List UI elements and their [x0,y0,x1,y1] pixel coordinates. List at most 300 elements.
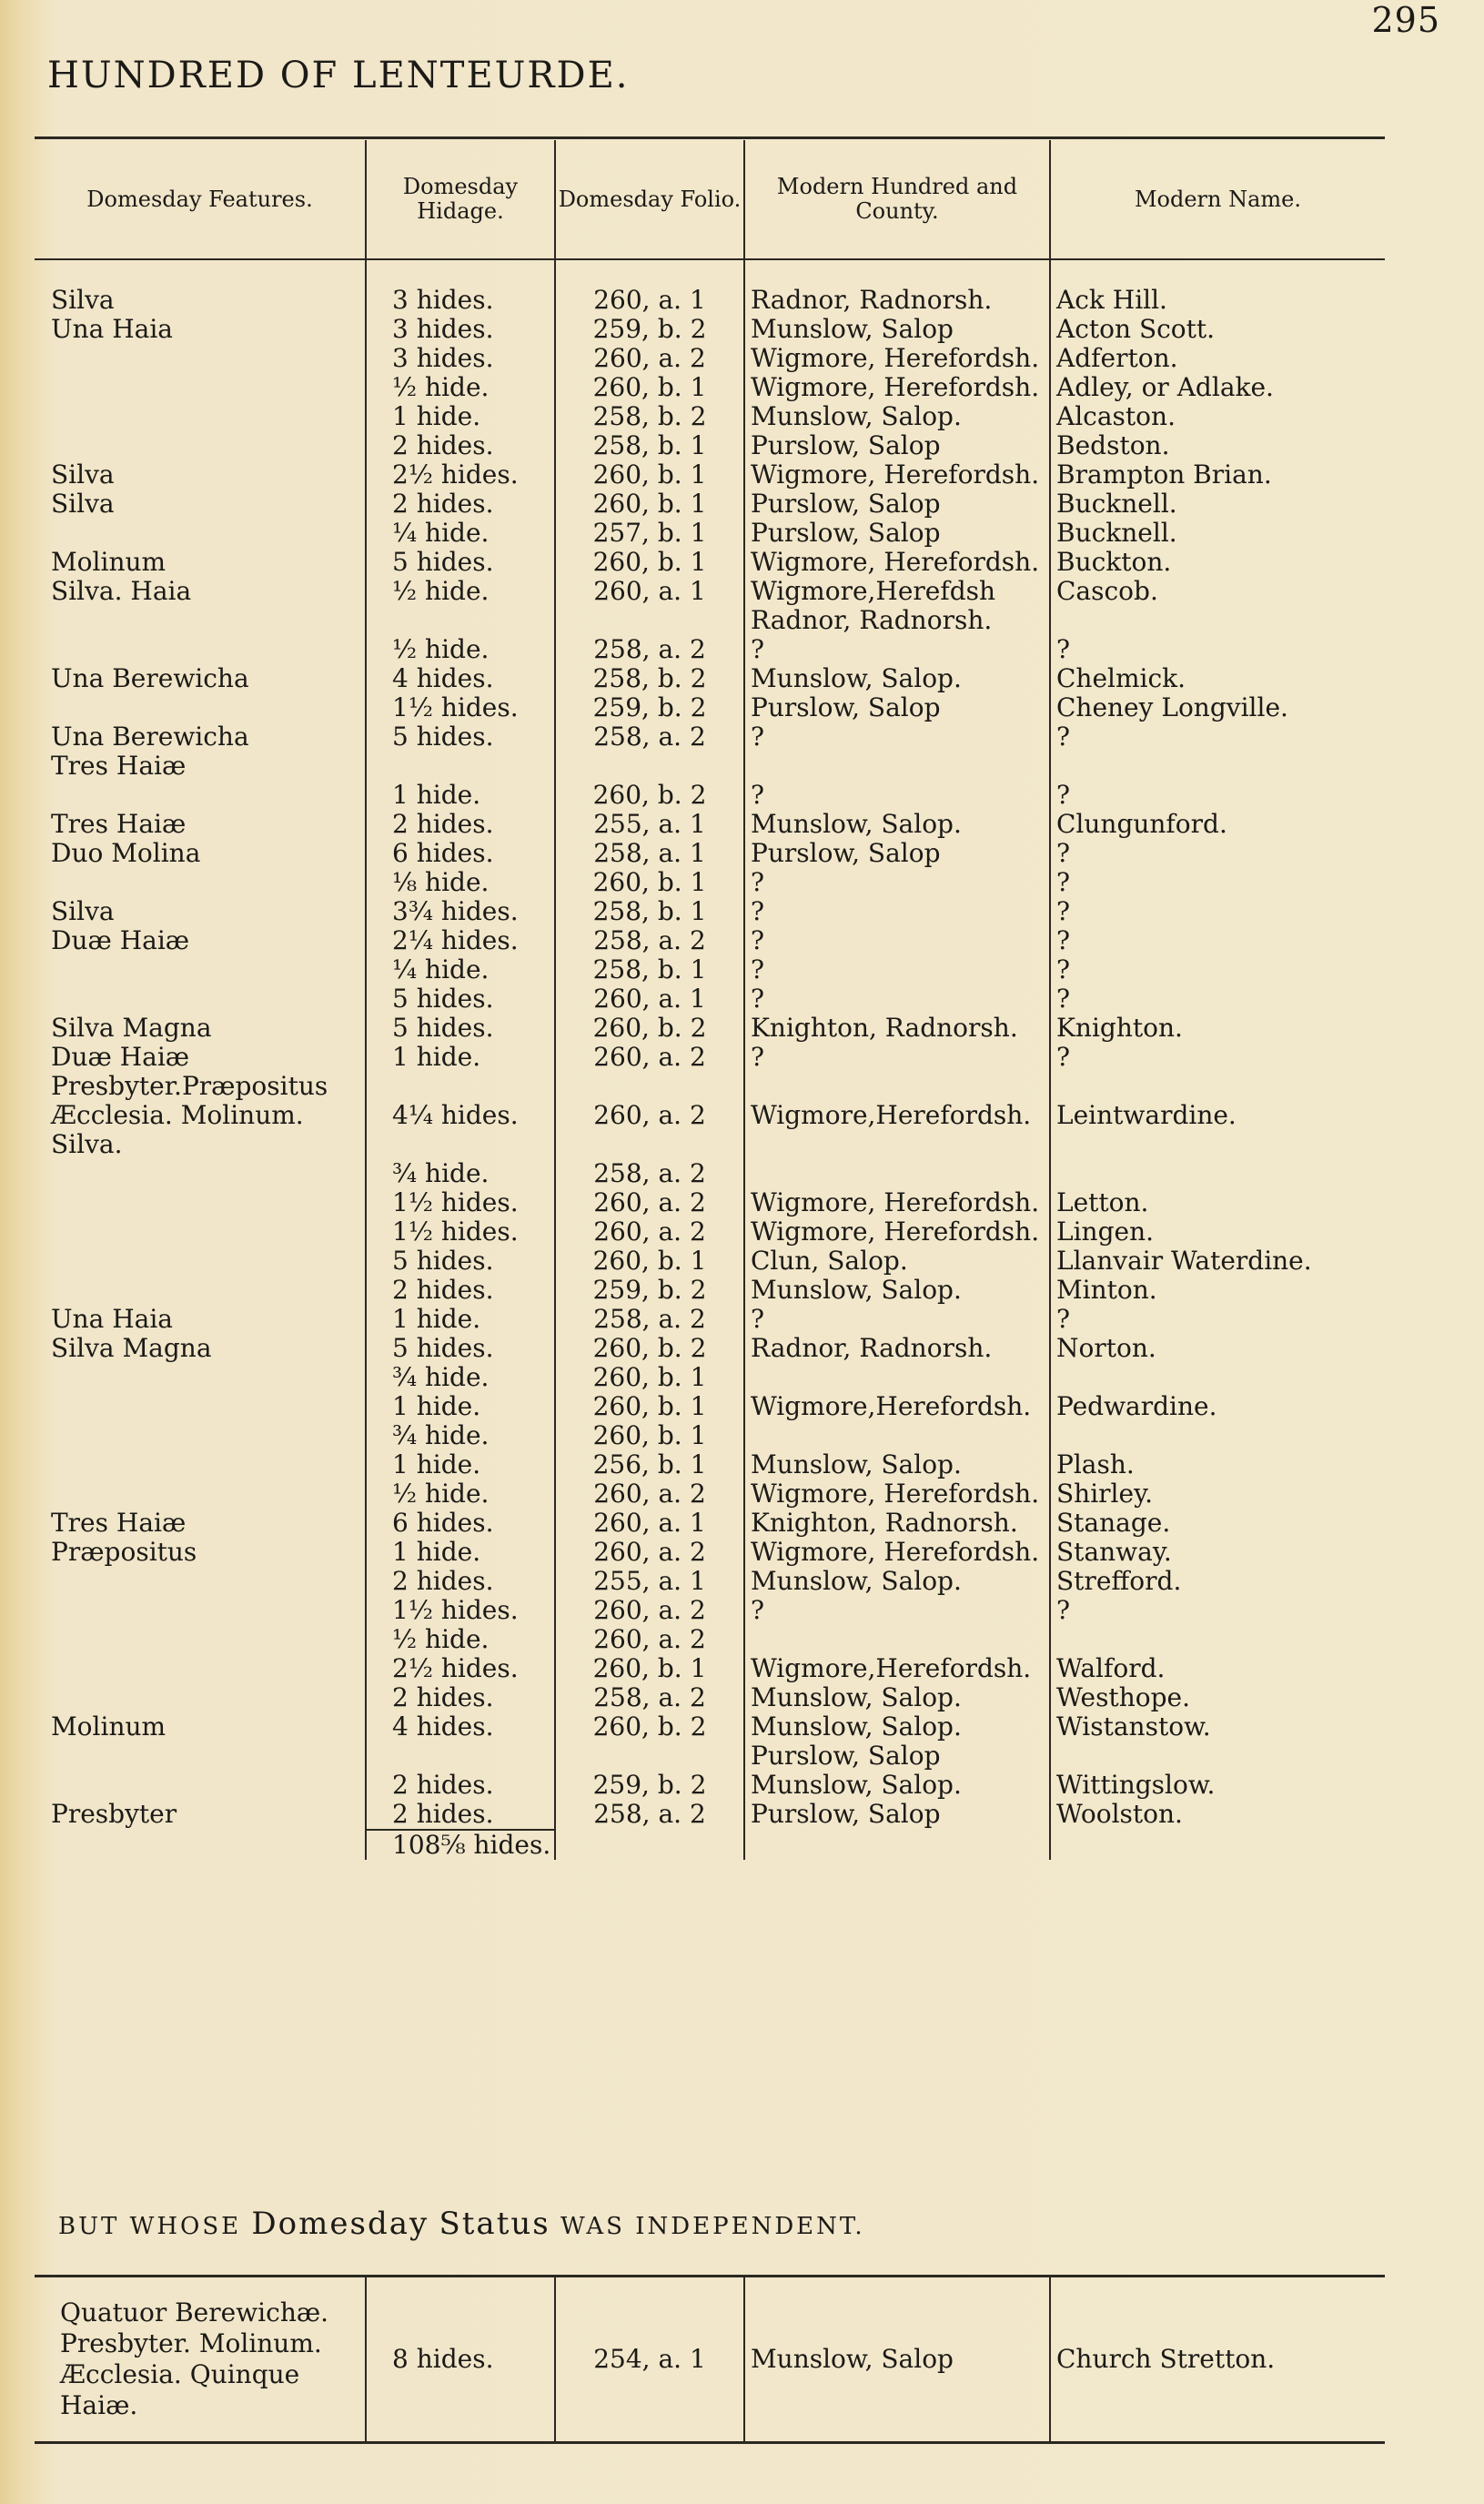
independent-table [35,2275,1385,2444]
table-row [35,1683,1385,1712]
hidage-cell [366,1072,555,1101]
hidage-cell: ¾ hide. [366,1363,555,1392]
hidage-cell: ½ hide. [366,577,555,606]
feature-cell [35,373,366,402]
modern-hundred-cell: Wigmore,Herefdsh [744,577,1050,606]
modern-hundred-cell: ? [744,897,1050,926]
modern-hundred-cell: Wigmore, Herefordsh. [744,1538,1050,1567]
modern-hundred-cell: Wigmore, Herefordsh. [744,1217,1050,1247]
feature-cell [35,1159,366,1188]
folio-cell [555,606,744,635]
hidage-cell: 3 hides. [366,344,555,373]
feature-cell [35,1742,366,1771]
hidage-cell: ¼ hide. [366,519,555,548]
independent-hidage: 8 hides. [366,2277,555,2441]
modern-name-cell: Stanway. [1050,1538,1385,1567]
table-row [35,1509,1385,1538]
hidage-cell [366,606,555,635]
folio-cell: 258, a. 2 [555,1800,744,1830]
modern-name-cell: Bucknell. [1050,490,1385,519]
table-row [35,1217,1385,1247]
folio-cell: 260, b. 2 [555,1712,744,1742]
modern-hundred-cell: Clun, Salop. [744,1247,1050,1276]
hidage-cell: 3¾ hides. [366,897,555,926]
table-body [35,259,1385,1830]
feature-cell [35,1567,366,1596]
modern-name-cell: ? [1050,955,1385,984]
table-row [35,1276,1385,1305]
hidage-cell: 2 hides. [366,1771,555,1800]
folio-cell: 259, b. 2 [555,693,744,722]
modern-name-cell: Adferton. [1050,344,1385,373]
hidage-cell: ½ hide. [366,1625,555,1654]
modern-name-cell: Letton. [1050,1188,1385,1217]
modern-hundred-cell: Munslow, Salop. [744,402,1050,431]
hidage-cell: ½ hide. [366,1479,555,1509]
hidage-cell: 4 hides. [366,1712,555,1742]
folio-cell: 258, b. 2 [555,402,744,431]
modern-hundred-cell: Wigmore, Herefordsh. [744,1188,1050,1217]
folio-cell: 259, b. 2 [555,1771,744,1800]
table-row [35,1712,1385,1742]
modern-hundred-cell: Purslow, Salop [744,1742,1050,1771]
hidage-cell: 6 hides. [366,1509,555,1538]
feature-cell: Silva. Haia [51,577,192,606]
modern-name-cell: ? [1050,984,1385,1014]
hidage-cell: 1½ hides. [366,1188,555,1217]
modern-name-cell: Alcaston. [1050,402,1385,431]
hidage-cell: 5 hides. [366,1334,555,1363]
feature-cell: Silva [51,286,115,315]
feature-line: Haiæ. [60,2390,138,2420]
modern-hundred-cell: Munslow, Salop. [744,1276,1050,1305]
modern-hundred-cell [744,752,1050,781]
section-heading-part: BUT WHOSE [58,2213,242,2240]
feature-line: Quatuor Berewichæ. [60,2297,329,2327]
folio-cell: 258, b. 1 [555,431,744,460]
modern-name-cell: Stanage. [1050,1509,1385,1538]
feature-cell [35,1625,366,1654]
modern-hundred-cell: Munslow, Salop. [744,1450,1050,1479]
table-row [35,402,1385,431]
modern-name-cell [1050,1159,1385,1188]
hidage-cell: 1 hide. [366,1450,555,1479]
modern-hundred-cell: Munslow, Salop. [744,1567,1050,1596]
hidage-cell: 2 hides. [366,431,555,460]
feature-cell [35,402,366,431]
table-row [35,1159,1385,1188]
modern-name-cell: ? [1050,722,1385,752]
table-row [35,373,1385,402]
modern-hundred-cell: Wigmore,Herefordsh. [744,1101,1050,1130]
table-row [35,1479,1385,1509]
modern-name-cell: Lingen. [1050,1217,1385,1247]
hidage-cell: 2 hides. [366,1683,555,1712]
feature-cell [35,868,366,897]
section-heading-part: Domesday [251,2206,429,2242]
folio-cell: 260, a. 1 [555,577,744,606]
table-row [35,315,1385,344]
hidage-cell: 4¼ hides. [366,1101,555,1130]
hidage-cell: 1 hide. [366,1538,555,1567]
folio-cell: 260, b. 2 [555,1334,744,1363]
hidage-cell: 5 hides. [366,1247,555,1276]
feature-cell [35,344,366,373]
total-hidage: 108⅝ hides. [366,1830,555,1860]
modern-hundred-cell: Wigmore, Herefordsh. [744,344,1050,373]
modern-hundred-cell: Purslow, Salop [744,490,1050,519]
hidage-cell: 4 hides. [366,664,555,693]
modern-hundred-cell [744,1421,1050,1450]
modern-name-cell [1050,1742,1385,1771]
modern-name-cell: Wistanstow. [1050,1712,1385,1742]
table-row [35,606,1385,635]
modern-name-cell: ? [1050,635,1385,664]
folio-cell: 260, b. 1 [555,1363,744,1392]
modern-name-cell: Clungunford. [1050,810,1385,839]
feature-cell [35,1363,366,1392]
section-heading-part: WAS INDEPENDENT. [560,2213,865,2240]
modern-name-cell: Woolston. [1050,1800,1385,1830]
hidage-cell: 1 hide. [366,781,555,810]
feature-cell [35,1188,366,1217]
col-header-features: Domesday Features. [35,140,366,259]
feature-cell: Duæ Haiæ [51,1043,190,1072]
hidage-cell: ¾ hide. [366,1159,555,1188]
table-row [35,1043,1385,1072]
folio-cell: 260, a. 2 [555,344,744,373]
modern-hundred-cell: Radnor, Radnorsh. [744,1334,1050,1363]
hidage-cell: 2½ hides. [366,1654,555,1683]
modern-hundred-cell: Munslow, Salop. [744,810,1050,839]
feature-cell: Duæ Haiæ [51,926,190,955]
modern-hundred-cell: Purslow, Salop [744,1800,1050,1830]
independent-folio: 254, a. 1 [555,2277,744,2441]
table-row [35,1014,1385,1043]
feature-cell [35,519,366,548]
feature-cell: Tres Haiæ [51,752,187,781]
modern-name-cell [1050,752,1385,781]
folio-cell [555,1130,744,1159]
table-row [35,984,1385,1014]
modern-hundred-cell: Purslow, Salop [744,693,1050,722]
modern-name-cell: Acton Scott. [1050,315,1385,344]
modern-hundred-cell [744,1159,1050,1188]
feature-cell [35,606,366,635]
folio-cell: 260, a. 2 [555,1188,744,1217]
modern-hundred-cell: Wigmore, Herefordsh. [744,548,1050,577]
folio-cell: 260, a. 2 [555,1101,744,1130]
table-row [35,490,1385,519]
feature-cell [35,1771,366,1800]
feature-cell: Silva [51,897,115,926]
table-row [35,286,1385,315]
hidage-cell: 1½ hides. [366,693,555,722]
hidage-cell [366,1130,555,1159]
modern-name-cell [1050,1363,1385,1392]
modern-name-cell: Chelmick. [1050,664,1385,693]
modern-hundred-cell: Wigmore, Herefordsh. [744,1479,1050,1509]
hidage-cell: 1½ hides. [366,1596,555,1625]
modern-hundred-cell: Knighton, Radnorsh. [744,1014,1050,1043]
modern-hundred-cell: ? [744,1596,1050,1625]
modern-name-cell: Bedston. [1050,431,1385,460]
table-row [35,1247,1385,1276]
folio-cell [555,752,744,781]
feature-line: Presbyter. Molinum. [60,2328,322,2358]
header-row [35,140,1385,259]
col-header-folio: Domesday Folio. [555,140,744,259]
modern-name-cell: Shirley. [1050,1479,1385,1509]
hidage-cell: 3 hides. [366,315,555,344]
folio-cell: 258, a. 1 [555,839,744,868]
feature-cell: Presbyter.Præpositus [51,1072,328,1101]
table-row [35,1800,1385,1830]
feature-cell: Una Berewicha [51,722,249,752]
folio-cell: 256, b. 1 [555,1450,744,1479]
hidage-cell: 2 hides. [366,1567,555,1596]
folio-cell [555,1742,744,1771]
modern-name-cell: ? [1050,781,1385,810]
feature-cell [35,1479,366,1509]
folio-cell: 260, a. 2 [555,1538,744,1567]
hidage-cell: 5 hides. [366,984,555,1014]
feature-cell: Silva Magna [51,1014,212,1043]
modern-hundred-cell [744,1130,1050,1159]
hidage-cell: 2¼ hides. [366,926,555,955]
table-row [35,781,1385,810]
modern-hundred-cell: ? [744,868,1050,897]
folio-cell: 260, b. 1 [555,490,744,519]
feature-cell [35,431,366,460]
feature-cell [35,984,366,1014]
modern-name-cell [1050,606,1385,635]
modern-name-cell: Llanvair Waterdine. [1050,1247,1385,1276]
modern-name-cell: Westhope. [1050,1683,1385,1712]
hidage-cell: 1½ hides. [366,1217,555,1247]
feature-cell: Silva. [51,1130,123,1159]
modern-name-cell: Leintwardine. [1050,1101,1385,1130]
modern-hundred-cell: ? [744,984,1050,1014]
folio-cell: 260, a. 2 [555,1217,744,1247]
modern-hundred-cell: ? [744,1305,1050,1334]
feature-cell: Molinum [51,1712,167,1742]
modern-name-cell: Walford. [1050,1654,1385,1683]
hidage-cell: 1 hide. [366,1043,555,1072]
modern-name-cell: Buckton. [1050,548,1385,577]
feature-cell [35,1654,366,1683]
feature-cell [35,1450,366,1479]
folio-cell: 257, b. 1 [555,519,744,548]
feature-cell [35,1596,366,1625]
hidage-cell: 2½ hides. [366,460,555,490]
hidage-cell: 2 hides. [366,1800,555,1830]
modern-hundred-cell: Wigmore,Herefordsh. [744,1392,1050,1421]
folio-cell: 260, b. 1 [555,1421,744,1450]
modern-hundred-cell: ? [744,781,1050,810]
modern-hundred-cell: ? [744,722,1050,752]
folio-cell: 260, b. 1 [555,1654,744,1683]
table-row [35,810,1385,839]
feature-cell [35,693,366,722]
folio-cell: 258, a. 2 [555,1159,744,1188]
modern-name-cell: Bucknell. [1050,519,1385,548]
table-row [35,722,1385,752]
modern-name-cell: Norton. [1050,1334,1385,1363]
table-row [35,868,1385,897]
folio-cell: 260, b. 1 [555,1392,744,1421]
hidage-cell: 2 hides. [366,1276,555,1305]
modern-hundred-cell: Knighton, Radnorsh. [744,1509,1050,1538]
table-row [35,839,1385,868]
top-rule [35,136,1385,139]
feature-cell: Tres Haiæ [51,1509,187,1538]
folio-cell: 258, a. 2 [555,1305,744,1334]
page-number: 295 [1371,0,1440,40]
section-heading-part: Status [439,2206,550,2242]
folio-cell: 259, b. 2 [555,315,744,344]
folio-cell: 260, a. 2 [555,1596,744,1625]
independent-feature [35,2277,366,2441]
folio-cell: 258, b. 2 [555,664,744,693]
table-row [35,1450,1385,1479]
hundred-table [35,140,1385,1860]
hidage-cell: 5 hides. [366,722,555,752]
folio-cell: 258, a. 2 [555,1683,744,1712]
total-row [35,1830,1385,1860]
hidage-cell [366,1742,555,1771]
hidage-cell: 3 hides. [366,286,555,315]
modern-name-cell: Cascob. [1050,577,1385,606]
modern-hundred-cell: Munslow, Salop. [744,664,1050,693]
feature-cell [35,1217,366,1247]
table-row [35,1771,1385,1800]
modern-hundred-cell: ? [744,635,1050,664]
modern-name-cell: ? [1050,926,1385,955]
feature-cell [35,1421,366,1450]
table-row [35,1392,1385,1421]
feature-cell: Una Haia [51,315,173,344]
feature-cell: Tres Haiæ [51,810,187,839]
hidage-cell: ¼ hide. [366,955,555,984]
table-row [35,1625,1385,1654]
modern-hundred-cell: Purslow, Salop [744,519,1050,548]
folio-cell: 260, b. 1 [555,1247,744,1276]
modern-name-cell: ? [1050,1043,1385,1072]
modern-name-cell: ? [1050,1305,1385,1334]
feature-cell: Una Haia [51,1305,173,1334]
feature-cell: Silva Magna [51,1334,212,1363]
table-row [35,1596,1385,1625]
modern-name-cell: Cheney Longville. [1050,693,1385,722]
col-header-hidage: Domesday Hidage. [366,140,555,259]
modern-name-cell [1050,1625,1385,1654]
table-row [35,1101,1385,1130]
table-row [35,1742,1385,1771]
folio-cell: 258, a. 2 [555,722,744,752]
folio-cell: 258, b. 1 [555,955,744,984]
modern-name-cell: Plash. [1050,1450,1385,1479]
hidage-cell: ½ hide. [366,373,555,402]
hidage-cell: ¾ hide. [366,1421,555,1450]
modern-name-cell [1050,1421,1385,1450]
folio-cell: 258, a. 2 [555,926,744,955]
hidage-cell: 5 hides. [366,1014,555,1043]
modern-hundred-cell: Munslow, Salop [744,315,1050,344]
hidage-cell: ½ hide. [366,635,555,664]
modern-name-cell: Wittingslow. [1050,1771,1385,1800]
folio-cell: 260, a. 1 [555,1509,744,1538]
modern-hundred-cell [744,1363,1050,1392]
feature-cell [35,635,366,664]
folio-cell: 260, b. 1 [555,548,744,577]
modern-hundred-cell [744,1625,1050,1654]
feature-cell: Silva [51,490,115,519]
table-row [35,752,1385,781]
feature-cell [35,1683,366,1712]
folio-cell: 260, a. 2 [555,1479,744,1509]
hidage-cell: 6 hides. [366,839,555,868]
table-row [35,1421,1385,1450]
feature-cell [35,1276,366,1305]
folio-cell [555,1072,744,1101]
table-row [35,1538,1385,1567]
modern-name-cell: Ack Hill. [1050,286,1385,315]
folio-cell: 260, b. 2 [555,781,744,810]
table-row [35,926,1385,955]
feature-cell: Presbyter [51,1800,177,1829]
modern-name-cell: ? [1050,868,1385,897]
feature-cell [35,955,366,984]
feature-cell: Molinum [51,548,167,577]
table-row [35,460,1385,490]
running-head: HUNDRED OF LENTEURDE. [47,55,630,96]
modern-hundred-cell: Purslow, Salop [744,839,1050,868]
modern-name-cell: Brampton Brian. [1050,460,1385,490]
modern-hundred-cell: ? [744,1043,1050,1072]
table-row [35,344,1385,373]
folio-cell: 255, a. 1 [555,810,744,839]
modern-hundred-cell: Munslow, Salop. [744,1683,1050,1712]
modern-name-cell: ? [1050,897,1385,926]
folio-cell: 260, a. 1 [555,286,744,315]
modern-hundred-cell: Wigmore,Herefordsh. [744,1654,1050,1683]
folio-cell: 258, b. 1 [555,897,744,926]
hidage-cell [366,752,555,781]
table-row [35,955,1385,984]
feature-cell [35,781,366,810]
modern-hundred-cell: ? [744,955,1050,984]
hidage-cell: 2 hides. [366,810,555,839]
folio-cell: 260, a. 2 [555,1043,744,1072]
folio-cell: 260, b. 2 [555,1014,744,1043]
hidage-cell: 1 hide. [366,1305,555,1334]
table-row [35,693,1385,722]
table-row [35,1130,1385,1159]
feature-cell: Præpositus [51,1538,197,1567]
table-row [35,1188,1385,1217]
col-header-modern-hundred: Modern Hundred and County. [744,140,1050,259]
table-row [35,664,1385,693]
feature-cell [35,1247,366,1276]
table-row [35,577,1385,606]
table-row [35,2277,1385,2441]
table-row [35,1334,1385,1363]
folio-cell: 260, b. 1 [555,868,744,897]
modern-name-cell: Knighton. [1050,1014,1385,1043]
modern-name-cell: Adley, or Adlake. [1050,373,1385,402]
modern-hundred-cell: Radnor, Radnorsh. [744,286,1050,315]
